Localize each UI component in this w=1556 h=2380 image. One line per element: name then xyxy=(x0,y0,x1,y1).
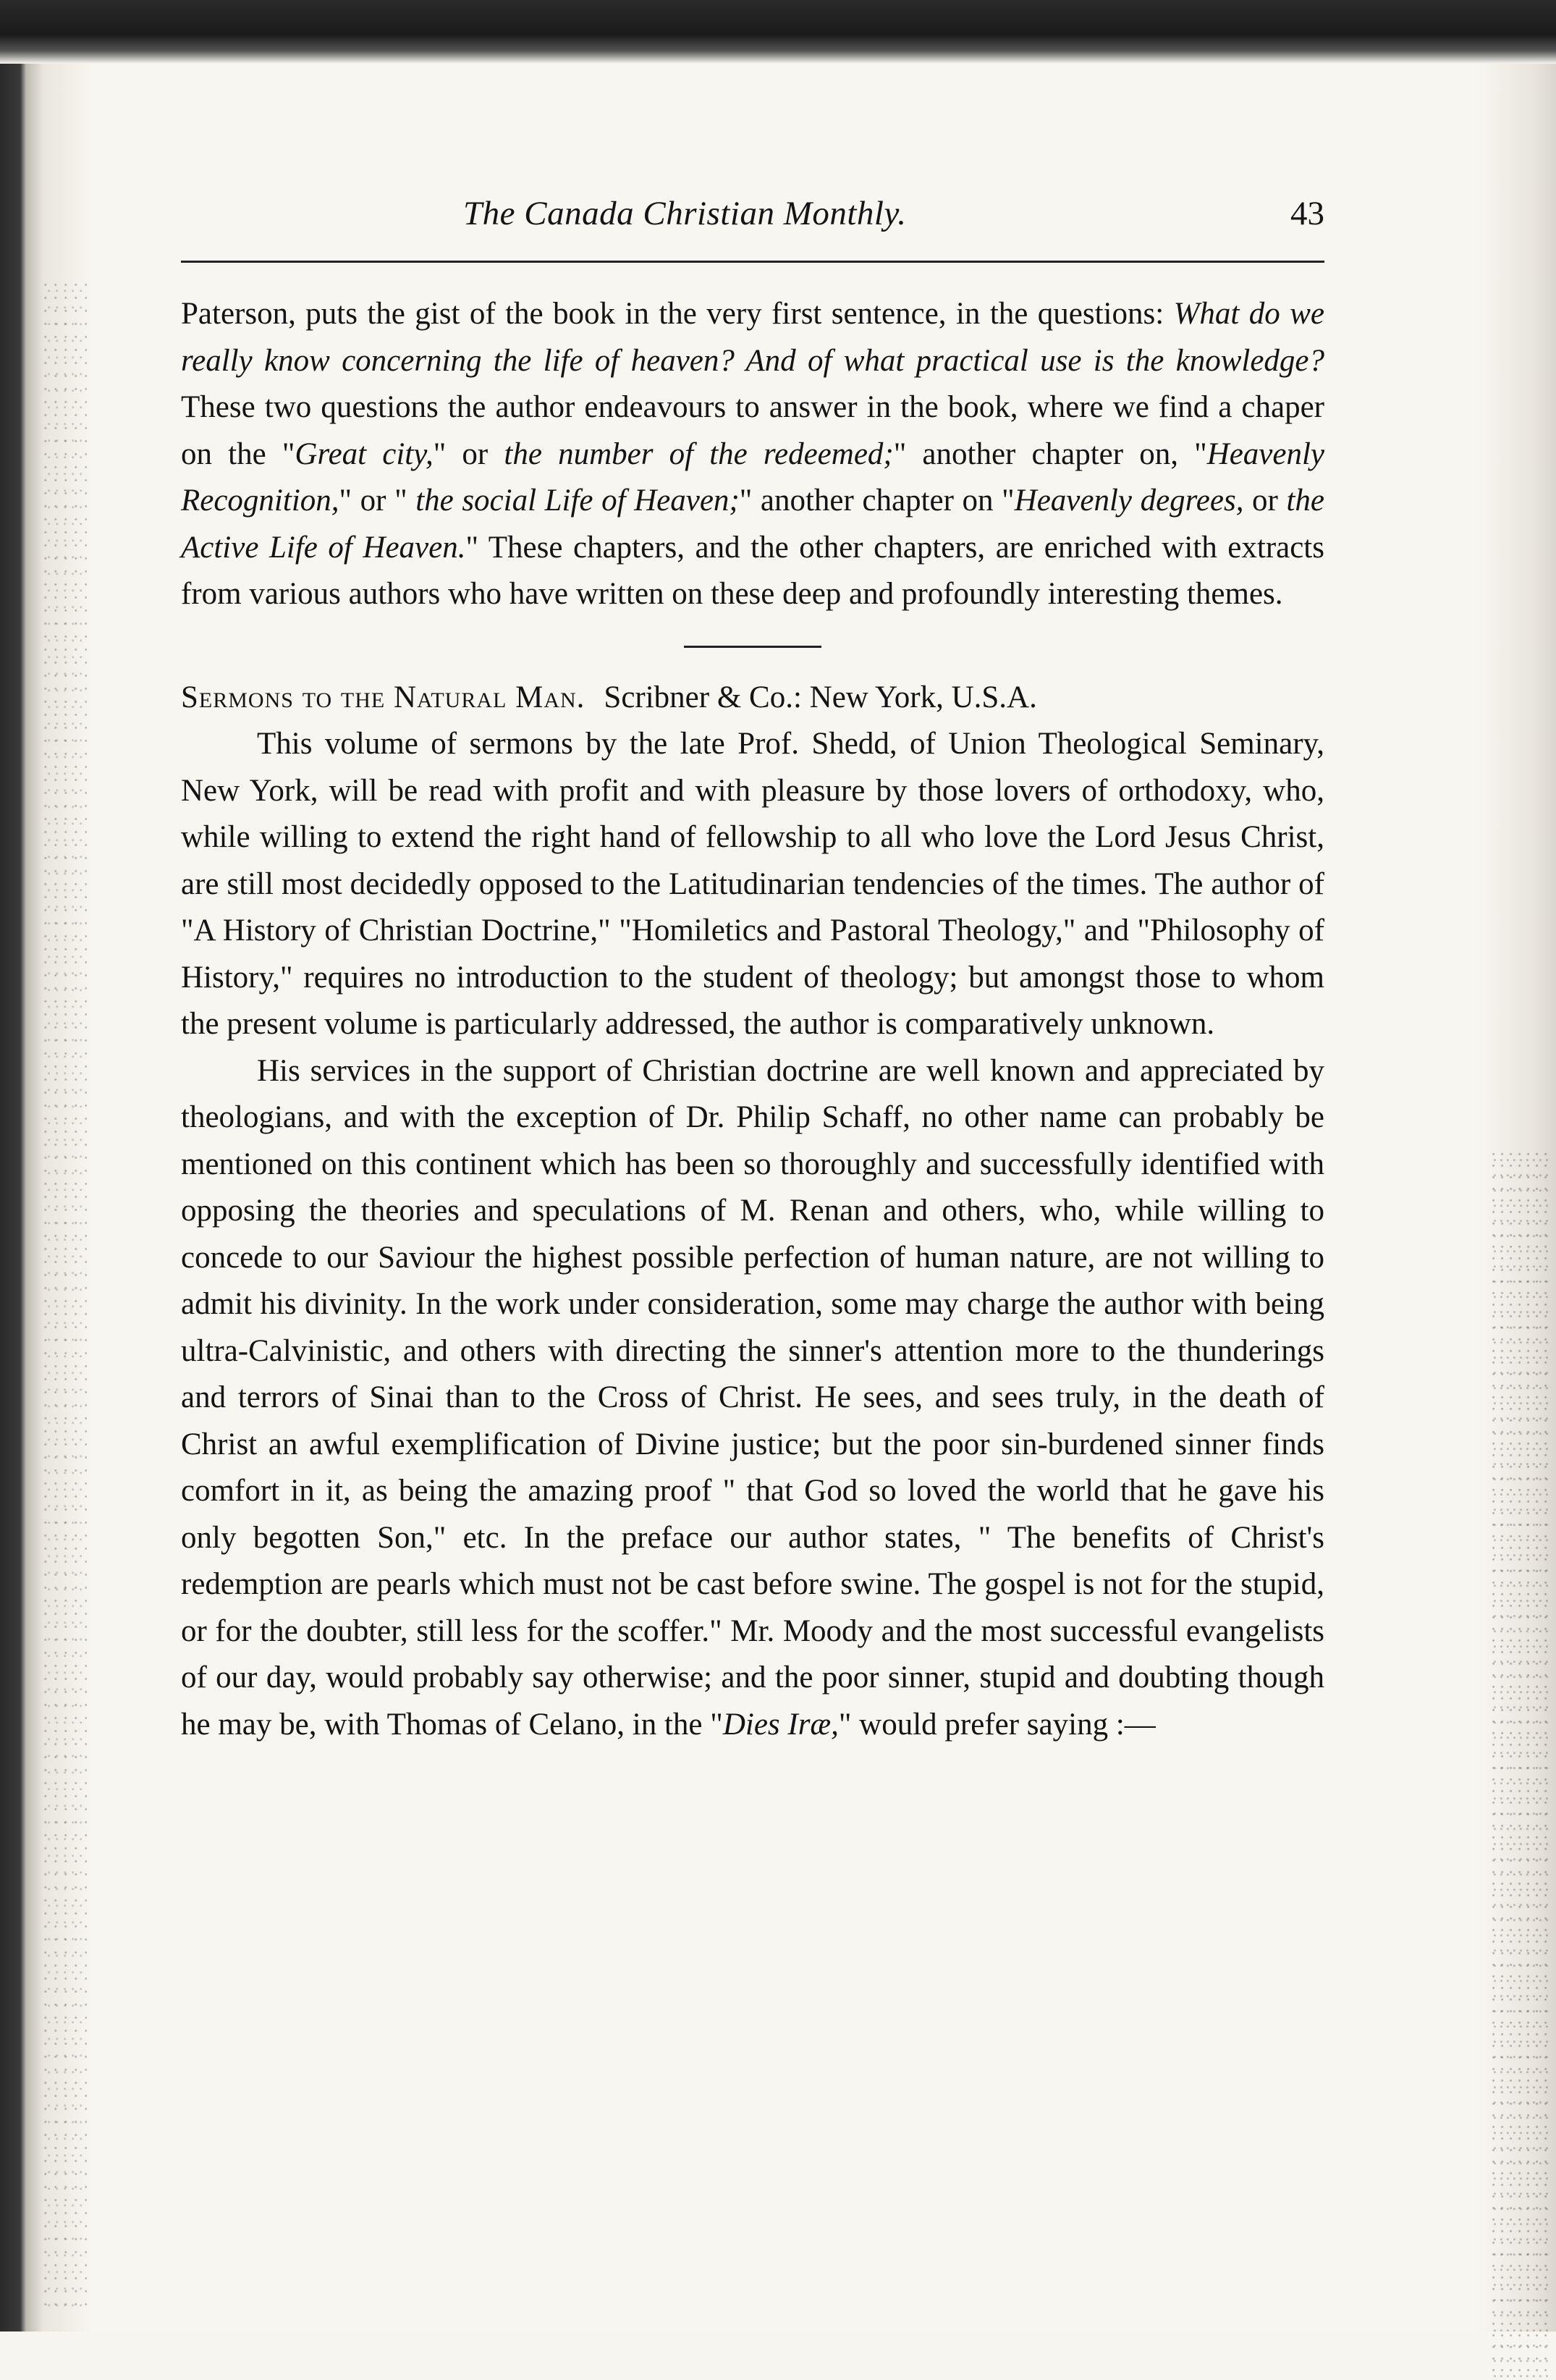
scan-left-edge xyxy=(0,64,94,2332)
para1-italic-questions: What do we really know concerning the life of heaven? And of what practical use is the knowledge? xyxy=(181,297,1324,378)
scan-left-speckle xyxy=(43,281,87,2308)
running-title: The Canada Christian Monthly. xyxy=(463,195,907,232)
para1-text-3: " or xyxy=(433,436,504,471)
para1-italic-great-city: Great city, xyxy=(295,436,434,471)
para1-text-8: " These chapters, and the other chapters, are enriched with extracts from various authors who have written on these deep and profoundly interesting themes. xyxy=(181,530,1324,611)
para1-text-7: or xyxy=(1243,484,1287,518)
para3-text-2: " would prefer saying :— xyxy=(838,1707,1156,1742)
section-rule xyxy=(684,646,821,648)
scan-right-edge xyxy=(1476,64,1556,2332)
paragraph-review-body xyxy=(181,1048,1324,1749)
review-heading xyxy=(181,675,1324,722)
para1-text-5: " or " xyxy=(339,484,416,518)
page-header xyxy=(181,194,1324,252)
para1-italic-degrees: Heavenly degrees, xyxy=(1014,484,1244,518)
para3-italic-dies-irae: Dies Iræ, xyxy=(722,1707,839,1742)
header-rule xyxy=(181,261,1324,263)
paragraph-continuation xyxy=(181,291,1324,618)
para1-text-2: These two questions the author endeavours to answer in the book, where we find a chaper on the " xyxy=(181,390,1324,471)
para1-text-4: " another chapter on, " xyxy=(893,436,1207,471)
para3-text-1: His services in the support of Christian doctrine are well known and appreciated by theologians, and with the exception of Dr. Philip Schaff, no other name can probably be mentioned on this continent which has been so thoroughly and successfully identified with opposing the theories and speculations of M. Renan and others, who, while willing to concede to our Saviour the highest possible perfection of human nature, are not willing to admit his divinity. In the work under consideration, some may charge the author with being ultra-Calvinistic, and others with directing the sinner's attention more to the thunderings and terrors of Sinai than to the Cross of Christ. He sees, and sees truly, in the death of Christ an awful exemplification of Divine justice; but the poor sin-burdened sinner finds comfort in it, as being the amazing proof " that God so loved the world that he gave his only begotten Son," etc. In the preface our author states, " The benefits of Christ's redemption are pearls which must not be cast before swine. The gospel is not for the stupid, or for the doubter, still less for the scoffer." Mr. Moody and the most successful evangelists of our day, would probably say otherwise; and the poor sinner, stupid and doubting though he may be, with Thomas of Celano, in the " xyxy=(181,1053,1324,1742)
section-divider xyxy=(181,618,1324,669)
para1-italic-redeemed: the number of the redeemed; xyxy=(504,436,894,471)
review-book-title: Sermons to the Natural Man. xyxy=(181,680,585,714)
article-body xyxy=(181,291,1324,1748)
para1-text-6: " another chapter on " xyxy=(739,484,1015,518)
para1-text-1: Paterson, puts the gist of the book in the very first sentence, in the questions: xyxy=(181,297,1174,331)
para1-italic-social-life: the social Life of Heaven; xyxy=(415,484,740,518)
scan-top-shadow xyxy=(0,0,1556,64)
page-number: 43 xyxy=(1290,195,1324,232)
para1-italic-recognition: Heavenly Recognition, xyxy=(181,436,1324,518)
scan-right-speckle xyxy=(1491,1149,1549,2380)
review-publisher: Scribner & Co.: New York, U.S.A. xyxy=(604,680,1037,714)
paragraph-review-intro: This volume of sermons by the late Prof. Shedd, of Union Theological Seminary, New York, will be read with profit and with pleasure by those lovers of orthodoxy, who, while willing to extend the right hand of fellowship to all who love the Lord Jesus Christ, are still most decidedly opposed to the Latitudinarian tendencies of the times. The author of "A History of Christian Doctrine," "Homiletics and Pastoral Theology," and "Philosophy of History," requires no introduction to the student of theology; but amongst those to whom the present volume is particularly addressed, the author is comparatively unknown. xyxy=(181,727,1324,1041)
para1-italic-active-life: the Active Life of Heaven. xyxy=(181,484,1324,565)
